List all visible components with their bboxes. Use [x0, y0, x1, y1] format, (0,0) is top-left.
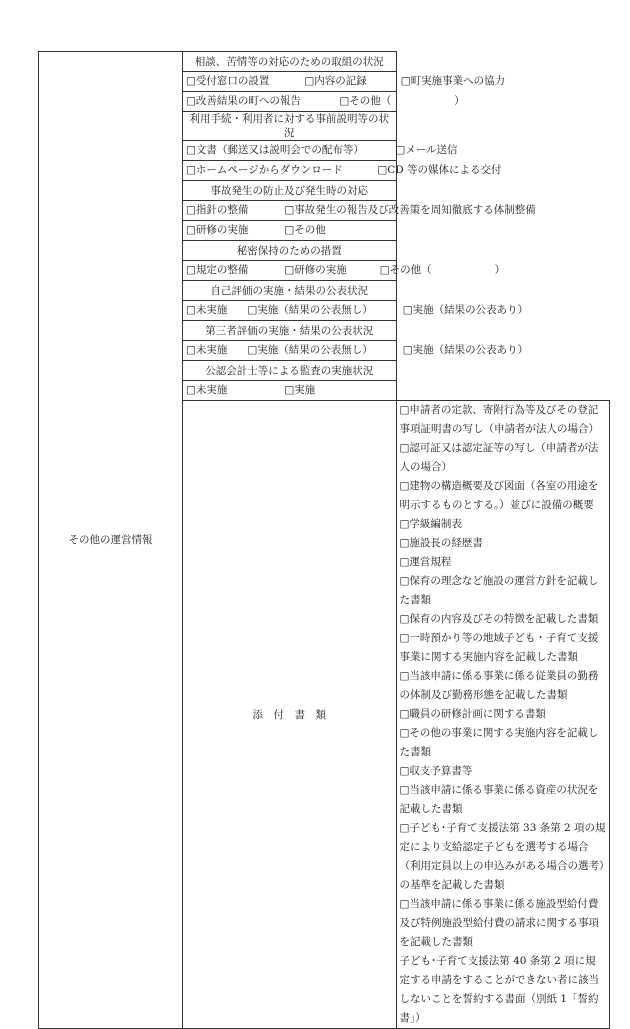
- options-row: [183, 301, 529, 321]
- checkbox-option[interactable]: □事故発生の報告及び改善策を周知徹底する体制整備: [284, 204, 536, 216]
- group-title: 公認会計士等による監査の実施状況: [183, 361, 397, 381]
- attachment-item[interactable]: □建物の構造概要及び図面（各室の用途を明示するものとする。）並びに設備の概要: [399, 480, 599, 511]
- options-row: [183, 141, 458, 161]
- section-label-operations: その他の運営情報: [39, 52, 183, 1029]
- checkbox-option[interactable]: □実施（結果の公表無し）: [247, 304, 373, 316]
- checkbox-option[interactable]: □研修の実施: [284, 264, 347, 276]
- checkbox-option[interactable]: □その他（ ）: [339, 95, 465, 107]
- checkbox-option[interactable]: □内容の記録: [304, 75, 367, 87]
- checkbox-option[interactable]: □未実施: [186, 344, 228, 356]
- attachment-item[interactable]: □当該申請に係る事業に係る従業員の勤務の体制及び勤務形態を記載した書類: [399, 670, 599, 701]
- options-row: [183, 381, 397, 401]
- options-row: [183, 341, 529, 361]
- checkbox-option[interactable]: □町実施事業への協力: [400, 75, 506, 87]
- attachment-item[interactable]: □職員の研修計画に関する書類: [399, 708, 546, 720]
- group-title: 事故発生の防止及び発生時の対応: [183, 181, 397, 201]
- checkbox-option[interactable]: □ホームページからダウンロード: [186, 164, 343, 176]
- options-row: [183, 201, 536, 221]
- options-row: [183, 72, 506, 92]
- checkbox-option[interactable]: □未実施: [186, 304, 228, 316]
- group-title: 秘密保持のための措置: [183, 241, 397, 261]
- attachment-item[interactable]: □学級編制表: [399, 518, 462, 530]
- checkbox-option[interactable]: □規定の整備: [186, 264, 249, 276]
- checkbox-option[interactable]: □実施（結果の公表あり）: [402, 344, 529, 356]
- attachment-item[interactable]: □子ども･子育て支援法第 33 条第 2 項の規定により支給認定子どもを選考する場合（利用定員以上の申込みがある場合の選考）の基準を記載した書類: [399, 822, 606, 891]
- attachment-item[interactable]: □当該申請に係る事業に係る施設型給付費及び特例施設型給付費の請求に関する事項を記載した書類: [399, 898, 599, 948]
- group-title: 利用手続・利用者に対する事前説明等の状況: [183, 112, 397, 141]
- checkbox-option[interactable]: □その他（ ）: [379, 264, 506, 276]
- checkbox-option[interactable]: □受付窓口の設置: [186, 75, 270, 87]
- attachments-list: [396, 401, 610, 1029]
- checkbox-option[interactable]: □その他: [284, 224, 326, 236]
- checkbox-option[interactable]: □指針の整備: [186, 204, 249, 216]
- options-row: [183, 221, 397, 241]
- attachment-item[interactable]: □施設長の経歴書: [399, 537, 483, 549]
- attachment-item[interactable]: □保育の理念など施設の運営方針を記載した書類: [399, 575, 599, 606]
- attachment-item[interactable]: □保育の内容及びその特徴を記載した書類: [399, 613, 599, 625]
- attachment-item[interactable]: □収支予算書等: [399, 765, 473, 777]
- checkbox-option[interactable]: □実施（結果の公表無し）: [247, 344, 373, 356]
- attachment-item[interactable]: □申請者の定款、寄附行為等及びその登記事項証明書の写し（申請者が法人の場合）: [399, 404, 599, 435]
- checkbox-option[interactable]: □メール送信: [395, 144, 458, 156]
- options-row: [183, 261, 506, 281]
- checkbox-option[interactable]: □実施（結果の公表あり）: [402, 304, 529, 316]
- checkbox-option[interactable]: □実施: [284, 384, 316, 396]
- group-title: 自己評価の実施・結果の公表状況: [183, 281, 397, 301]
- group-title: 第三者評価の実施・結果の公表状況: [183, 321, 397, 341]
- checkbox-option[interactable]: □文書（郵送又は説明会での配布等）: [186, 144, 364, 156]
- checkbox-option[interactable]: □改善結果の町への報告: [186, 95, 301, 107]
- attachment-item[interactable]: □その他の事業に関する実施内容を記載した書類: [399, 727, 599, 758]
- application-form-table: [38, 51, 610, 1029]
- checkbox-option[interactable]: □未実施: [186, 384, 228, 396]
- checkbox-option[interactable]: □研修の実施: [186, 224, 249, 236]
- attachment-item: 子ども･子育て支援法第 40 条第 2 項に規定する申請をすることができない者に該当しないことを誓約する書面（別紙 1「誓約書」）: [399, 955, 599, 1024]
- section-label-attachments: 添 付 書 類: [183, 401, 397, 1029]
- attachment-item[interactable]: □認可証又は認定証等の写し（申請者が法人の場合）: [399, 442, 599, 473]
- checkbox-option[interactable]: □CD 等の媒体による交付: [377, 164, 502, 176]
- attachment-item[interactable]: □一時預かり等の地域子ども・子育て支援事業に関する実施内容を記載した書類: [399, 632, 599, 663]
- options-row: [183, 92, 465, 112]
- group-title: 相談、苦情等の対応のための取組の状況: [183, 52, 397, 72]
- options-row: [183, 161, 502, 181]
- attachment-item[interactable]: □当該申請に係る事業に係る資産の状況を記載した書類: [399, 784, 599, 815]
- attachment-item[interactable]: □運営規程: [399, 556, 452, 568]
